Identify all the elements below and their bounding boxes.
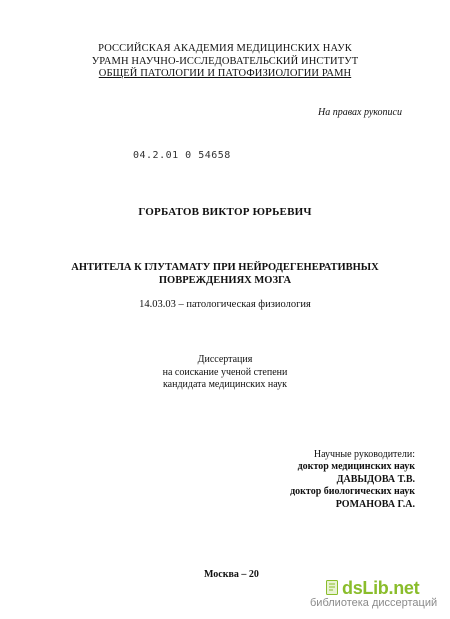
supervisor-1-degree: доктор медицинских наук — [297, 461, 415, 473]
degree-line-2: на соискание ученой степени — [162, 366, 288, 378]
title-line-2: ПОВРЕЖДЕНИЯХ МОЗГА — [158, 274, 292, 286]
supervisor-2-name: РОМАНОВА Г.А. — [335, 498, 415, 510]
institution-line-3: ОБЩЕЙ ПАТОЛОГИИ И ПАТОФИЗИОЛОГИИ РАМН — [98, 68, 352, 79]
city-year: Москва – 20 — [204, 569, 259, 580]
dslib-watermark[interactable] — [310, 578, 446, 609]
dissertation-title — [0, 262, 450, 287]
supervisors-block — [215, 449, 415, 511]
manuscript-rights-note: На правах рукописи — [318, 107, 402, 118]
registration-stamp: 04.2.01 0 54658 — [133, 150, 231, 161]
supervisor-2-degree: доктор биологических наук — [290, 486, 415, 498]
book-icon — [326, 580, 338, 595]
degree-line-1: Диссертация — [197, 354, 253, 365]
watermark-tagline: библиотека диссертаций — [310, 597, 438, 609]
supervisors-heading: Научные руководители: — [313, 449, 415, 460]
degree-line-3: кандидата медицинских наук — [162, 379, 288, 390]
title-line-1: АНТИТЕЛА К ГЛУТАМАТУ ПРИ НЕЙРОДЕГЕНЕРАТИВНЫХ — [71, 262, 379, 273]
institution-header — [0, 43, 450, 81]
supervisor-1-name: ДАВЫДОВА Т.В. — [336, 473, 415, 485]
brand-suffix: .net — [388, 578, 420, 598]
institution-line-2: УРАМН НАУЧНО-ИССЛЕДОВАТЕЛЬСКИЙ ИНСТИТУТ — [91, 55, 359, 67]
institution-line-1: РОССИЙСКАЯ АКАДЕМИЯ МЕДИЦИНСКИХ НАУК — [98, 43, 352, 54]
author-name: ГОРБАТОВ ВИКТОР ЮРЬЕВИЧ — [138, 206, 312, 218]
brand-prefix: dsLib — [342, 578, 389, 598]
watermark-brand — [342, 578, 446, 599]
specialty-code: 14.03.03 – патологическая физиология — [139, 299, 311, 310]
degree-statement — [0, 354, 450, 392]
